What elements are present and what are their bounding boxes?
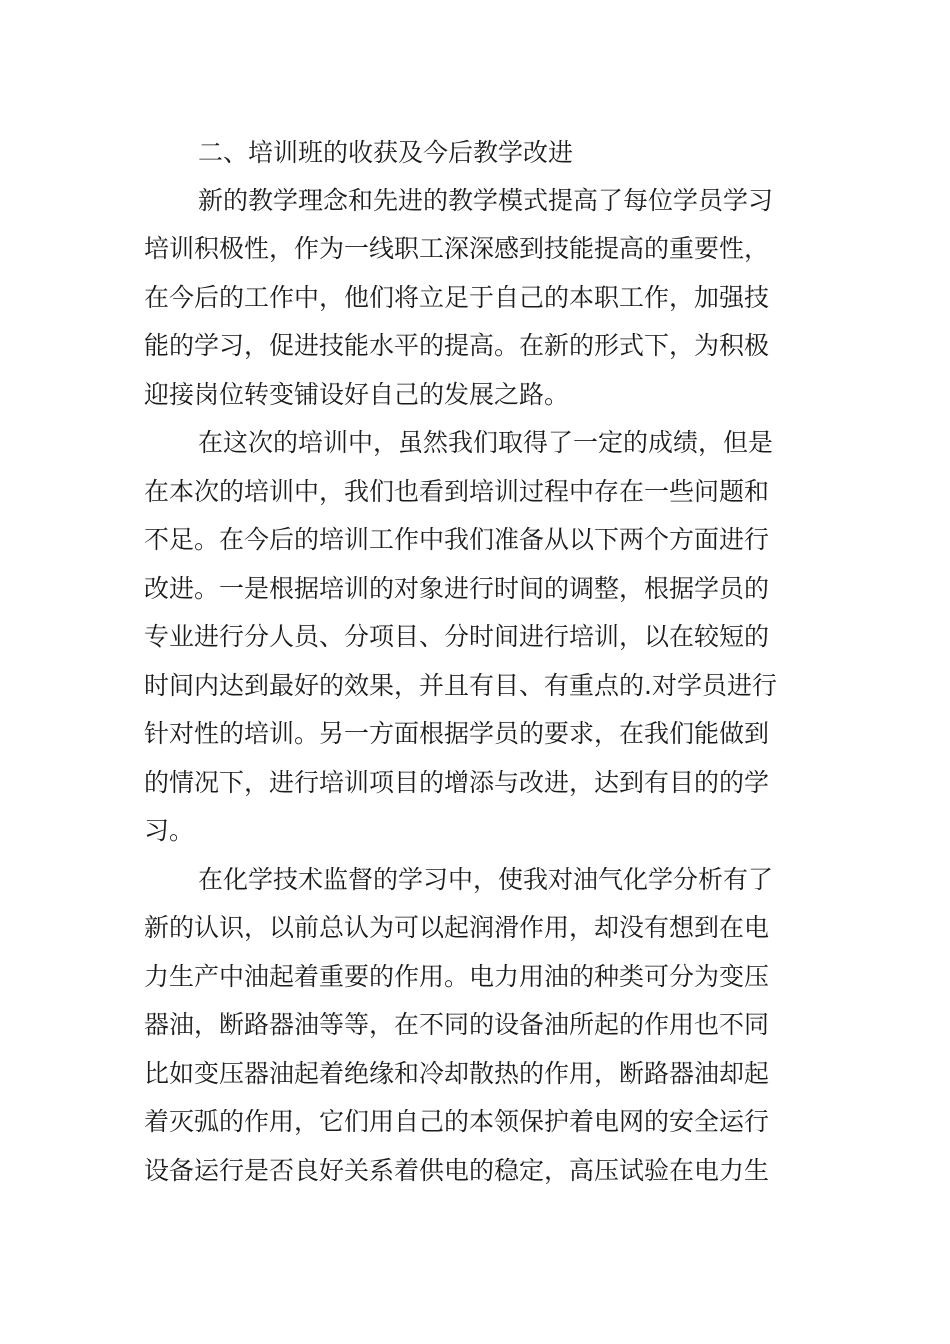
paragraph-line: 培训积极性，作为一线职工深深感到技能提高的重要性，: [144, 234, 770, 263]
paragraph-line: 设备运行是否良好关系着供电的稳定，高压试验在电力生: [144, 1156, 770, 1185]
section-heading: 二、培训班的收获及今后教学改进: [198, 138, 574, 167]
paragraph-line: 力生产中油起着重要的作用。电力用油的种类可分为变压: [144, 962, 770, 991]
paragraph-line: 在化学技术监督的学习中，使我对油气化学分析有了: [198, 865, 774, 894]
paragraph-line: 不足。在今后的培训工作中我们准备从以下两个方面进行: [144, 525, 770, 554]
paragraph-line: 专业进行分人员、分项目、分时间进行培训，以在较短的: [144, 622, 770, 651]
paragraph-line: 时间内达到最好的效果，并且有目、有重点的.对学员进行: [144, 671, 777, 700]
paragraph-line: 新的认识，以前总认为可以起润滑作用，却没有想到在电: [144, 913, 770, 942]
paragraph-line: 器油，断路器油等等，在不同的设备油所起的作用也不同: [144, 1010, 770, 1039]
paragraph-line: 针对性的培训。另一方面根据学员的要求，在我们能做到: [144, 719, 770, 748]
paragraph-line: 在今后的工作中，他们将立足于自己的本职工作，加强技: [144, 283, 770, 312]
paragraph-line: 在本次的培训中，我们也看到培训过程中存在一些问题和: [144, 477, 770, 506]
paragraph-line: 能的学习，促进技能水平的提高。在新的形式下，为积极: [144, 331, 770, 360]
paragraph-line: 着灭弧的作用，它们用自己的本领保护着电网的安全运行: [144, 1107, 770, 1136]
paragraph-line: 在这次的培训中，虽然我们取得了一定的成绩，但是: [198, 428, 774, 457]
paragraph-line: 改进。一是根据培训的对象进行时间的调整，根据学员的: [144, 574, 770, 603]
paragraph-line: 习。: [144, 816, 195, 845]
paragraph-line: 迎接岗位转变铺设好自己的发展之路。: [144, 380, 570, 409]
paragraph-line: 的情况下，进行培训项目的增添与改进，达到有目的的学: [144, 768, 770, 797]
paragraph-line: 比如变压器油起着绝缘和冷却散热的作用，断路器油却起: [144, 1059, 770, 1088]
paragraph-line: 新的教学理念和先进的教学模式提高了每位学员学习: [198, 186, 774, 215]
